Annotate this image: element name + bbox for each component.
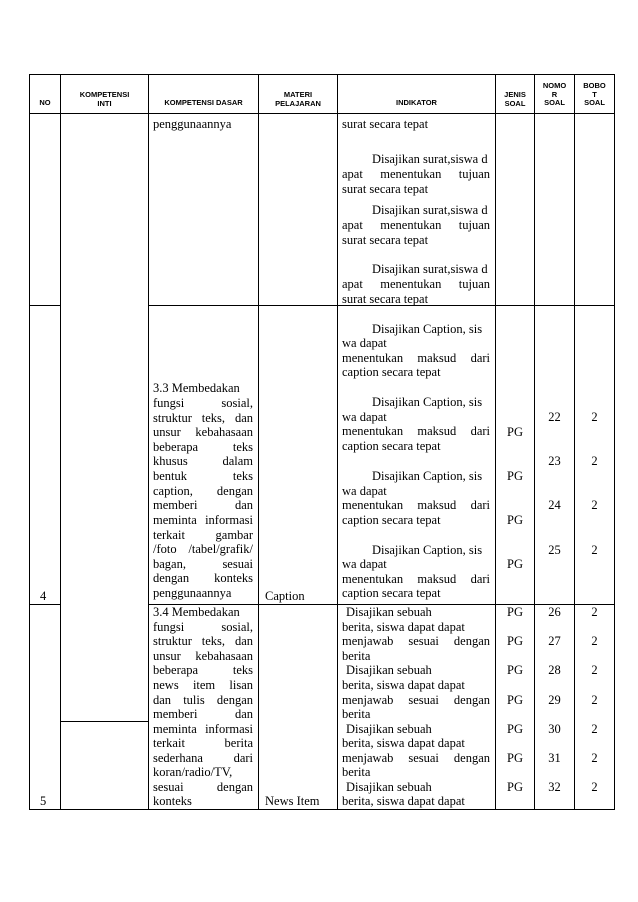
bobot-soal: 2 (591, 693, 598, 707)
kd-line: struktur teks, dan (153, 411, 253, 425)
indicator-line: surat secara tepat (342, 117, 429, 131)
header-jenis-soal: JENIS SOAL (504, 90, 526, 108)
indicator-line: berita, siswa dapat dapat (342, 736, 465, 750)
indicator-line: Disajikan Caption, sis (372, 469, 483, 483)
indicator-line: caption secara tepat (342, 586, 441, 600)
header-bobot-soal: BOBO T SOAL (583, 81, 606, 107)
nomor-soal: 30 (548, 722, 561, 736)
col-border (29, 74, 30, 810)
row-divider (29, 305, 60, 306)
ki-cell-divider (60, 721, 148, 722)
nomor-soal: 26 (548, 605, 561, 619)
kd-line: bagan, sesuai (153, 557, 253, 571)
kd-title: 3.4 Membedakan (153, 605, 240, 619)
indicator-line: menjawab sesuai dengan (342, 634, 491, 648)
bobot-soal: 2 (591, 454, 598, 468)
nomor-soal: 28 (548, 663, 561, 677)
jenis-soal: PG (507, 780, 523, 794)
kd-text: penggunaannya (153, 117, 232, 131)
nomor-soal: 22 (548, 410, 561, 424)
indicator-line: Disajikan surat,siswa d (372, 203, 488, 217)
kd-line: meminta informasi (153, 513, 253, 527)
indicator-line: Disajikan Caption, sis (372, 395, 483, 409)
jenis-soal: PG (507, 663, 523, 677)
indicator-line: menentukan maksud dari (342, 498, 490, 512)
header-indikator: INDIKATOR (396, 98, 437, 107)
row-divider (29, 604, 60, 605)
indicator-line: berita (342, 765, 371, 779)
header-materi-pelajaran: MATERI PELAJARAN (275, 90, 321, 108)
kd-line: koran/radio/TV, (153, 765, 233, 779)
bobot-soal: 2 (591, 410, 598, 424)
kd-line: struktur teks, dan (153, 634, 253, 648)
bobot-soal: 2 (591, 634, 598, 648)
indicator-line: Disajikan sebuah (346, 663, 432, 677)
kd-line: bentuk teks (153, 469, 253, 483)
kd-line: terkait gambar (153, 528, 253, 542)
kd-line: fungsi sosial, (153, 620, 253, 634)
indicator-line: Disajikan Caption, sis (372, 543, 483, 557)
materi-text: Caption (265, 589, 305, 603)
col-border (148, 74, 149, 810)
table-border-top (29, 74, 615, 75)
indicator-line: berita (342, 649, 371, 663)
bobot-soal: 2 (591, 605, 598, 619)
kd-line: memberi dan (153, 707, 253, 721)
kd-line: meminta informasi (153, 722, 253, 736)
row-number: 4 (40, 589, 47, 603)
kd-line: caption, dengan (153, 484, 253, 498)
table-border-bottom (29, 809, 615, 810)
jenis-soal: PG (507, 751, 523, 765)
indicator-line: surat secara tepat (342, 292, 429, 306)
kd-line: dan tulis dengan (153, 693, 253, 707)
indicator-line: Disajikan sebuah (346, 780, 432, 794)
kd-line: beberapa teks (153, 440, 253, 454)
indicator-line: menjawab sesuai dengan (342, 751, 491, 765)
nomor-soal: 32 (548, 780, 561, 794)
nomor-soal: 24 (548, 498, 561, 512)
indicator-line: wa dapat (342, 557, 387, 571)
col-border (337, 74, 338, 810)
bobot-soal: 2 (591, 663, 598, 677)
col-border (258, 74, 259, 810)
indicator-line: menjawab sesuai dengan (342, 693, 491, 707)
indicator-line: berita, siswa dapat dapat (342, 678, 465, 692)
jenis-soal: PG (507, 557, 523, 571)
bobot-soal: 2 (591, 780, 598, 794)
kd-line: memberi dan (153, 498, 253, 512)
header-kompetensi-inti: KOMPETENSI INTI (79, 90, 130, 108)
kd-line: fungsi sosial, (153, 396, 253, 410)
indicator-line: menentukan maksud dari (342, 424, 490, 438)
kd-line: unsur kebahasaan (153, 425, 253, 439)
indicator-line: Disajikan surat,siswa d (372, 262, 488, 276)
indicator-line: apat menentukan tujuan (342, 218, 490, 232)
nomor-soal: 25 (548, 543, 561, 557)
kd-line: dengan konteks (153, 571, 253, 585)
row-number: 5 (40, 794, 47, 808)
indicator-line: apat menentukan tujuan (342, 167, 490, 181)
kd-line: penggunaannya (153, 586, 232, 600)
jenis-soal: PG (507, 605, 523, 619)
nomor-soal: 23 (548, 454, 561, 468)
materi-text: News Item (265, 794, 320, 808)
jenis-soal: PG (507, 693, 523, 707)
bobot-soal: 2 (591, 498, 598, 512)
col-border (60, 74, 61, 810)
indicator-line: caption secara tepat (342, 513, 441, 527)
jenis-soal: PG (507, 425, 523, 439)
header-no: NO (39, 98, 51, 107)
header-kompetensi-dasar: KOMPETENSI DASAR (164, 98, 243, 107)
jenis-soal: PG (507, 722, 523, 736)
indicator-line: caption secara tepat (342, 365, 441, 379)
indicator-line: surat secara tepat (342, 233, 429, 247)
indicator-line: Disajikan Caption, sis (372, 322, 483, 336)
jenis-soal: PG (507, 634, 523, 648)
kd-line: terkait berita (153, 736, 253, 750)
kd-line: unsur kebahasaan (153, 649, 253, 663)
kd-line: konteks (153, 794, 192, 808)
header-divider (29, 113, 615, 114)
jenis-soal: PG (507, 469, 523, 483)
indicator-line: caption secara tepat (342, 439, 441, 453)
indicator-line: surat secara tepat (342, 182, 429, 196)
indicator-line: Disajikan surat,siswa d (372, 152, 488, 166)
kd-line: sederhana dari (153, 751, 253, 765)
bobot-soal: 2 (591, 543, 598, 557)
kd-title: 3.3 Membedakan (153, 381, 240, 395)
kd-line: beberapa teks (153, 663, 253, 677)
kd-line: khusus dalam (153, 454, 253, 468)
kd-line: news item lisan (153, 678, 253, 692)
indicator-line: wa dapat (342, 336, 387, 350)
nomor-soal: 31 (548, 751, 561, 765)
indicator-line: Disajikan sebuah (346, 722, 432, 736)
col-border (614, 74, 615, 810)
bobot-soal: 2 (591, 722, 598, 736)
indicator-line: berita, siswa dapat dapat (342, 794, 465, 808)
kd-line: sesuai dengan (153, 780, 253, 794)
kd-line: /foto /tabel/grafik/ (153, 542, 253, 556)
nomor-soal: 27 (548, 634, 561, 648)
indicator-line: berita, siswa dapat dapat (342, 620, 465, 634)
indicator-line: menentukan maksud dari (342, 351, 490, 365)
header-nomor-soal: NOMO R SOAL (542, 81, 567, 107)
indicator-line: wa dapat (342, 410, 387, 424)
indicator-line: menentukan maksud dari (342, 572, 490, 586)
indicator-line: berita (342, 707, 371, 721)
jenis-soal: PG (507, 513, 523, 527)
nomor-soal: 29 (548, 693, 561, 707)
indicator-line: apat menentukan tujuan (342, 277, 490, 291)
indicator-line: wa dapat (342, 484, 387, 498)
bobot-soal: 2 (591, 751, 598, 765)
indicator-line: Disajikan sebuah (346, 605, 432, 619)
